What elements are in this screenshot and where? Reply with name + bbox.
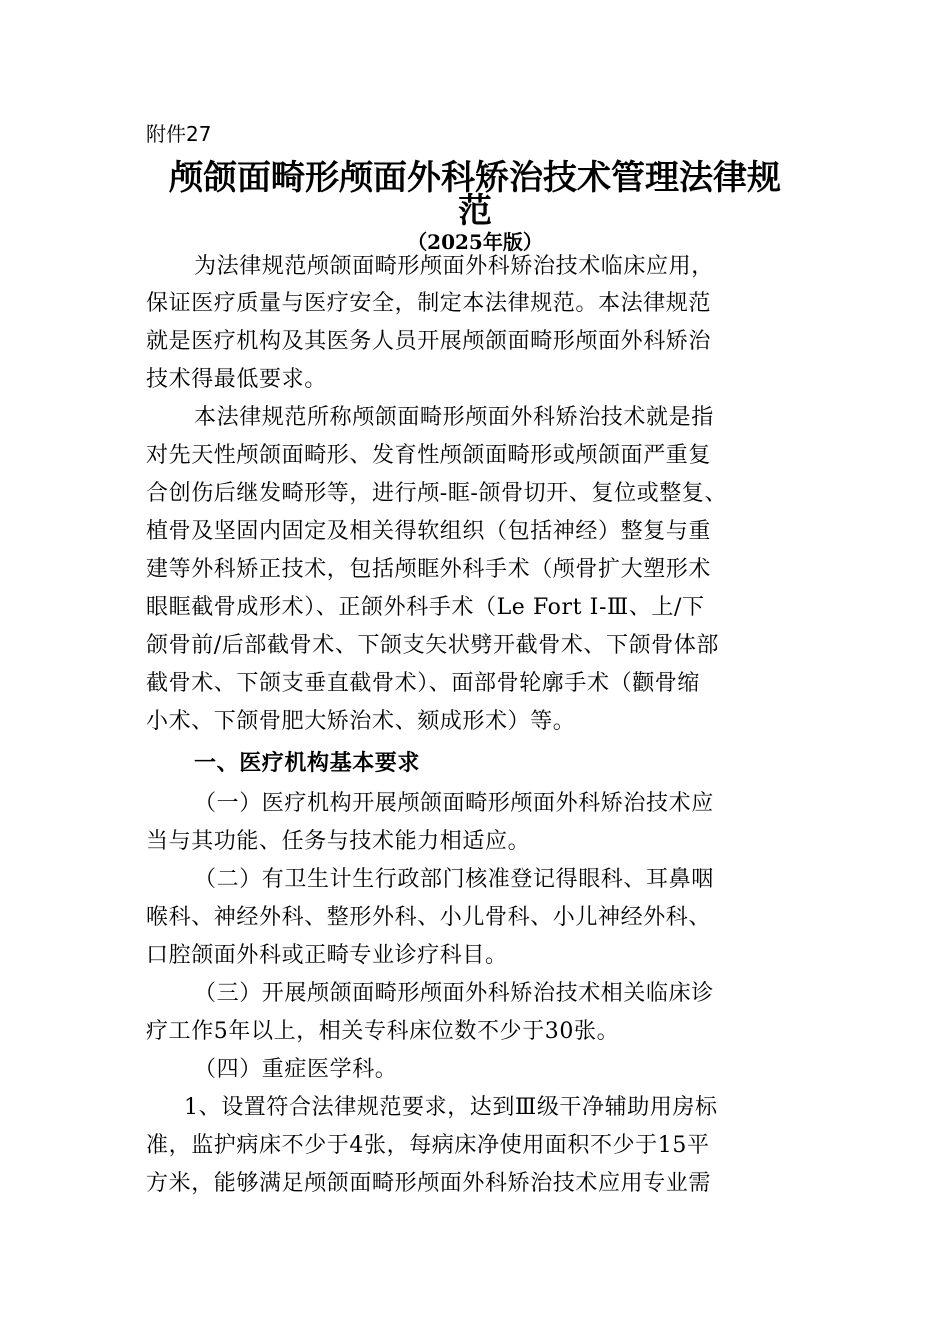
body-line: （四）重症医学科。 [194,1057,398,1082]
edition-label: （2025年版） [407,230,543,254]
section-heading: 一、医疗机构基本要求 [194,751,421,776]
body-line: 喉科、神经外科、整形外科、小儿骨科、小儿神经外科、 [146,905,712,930]
body-line: 准，监护病床不少于4张，每病床净使用面积不少于15平 [146,1133,710,1158]
body-line: 1、设置符合法律规范要求，达到Ⅲ级干净辅助用房标 [184,1095,718,1120]
body-line: 合创伤后继发畸形等，进行颅-眶-颌骨切开、复位或整复、 [146,481,728,506]
body-line: 疗工作5年以上，相关专科床位数不少于30张。 [146,1019,620,1044]
document-title-line-2: 范 [458,191,492,231]
body-line: 为法律规范颅颌面畸形颅面外科矫治技术临床应用， [194,254,714,279]
document-title-line-1: 颅颌面畸形颅面外科矫治技术管理法律规 [169,158,781,198]
body-line: 方米，能够满足颅颌面畸形颅面外科矫治技术应用专业需 [146,1171,712,1196]
body-line: 对先天性颅颌面畸形、发育性颅颌面畸形或颅颌面严重复 [146,443,712,468]
body-line: （二）有卫生计生行政部门核准登记得眼科、耳鼻咽 [194,867,714,892]
body-line: 技术得最低要求。 [146,367,327,392]
body-line: 本法律规范所称颅颌面畸形颅面外科矫治技术就是指 [194,405,714,430]
body-line: 口腔颌面外科或正畸专业诊疗科目。 [146,943,508,968]
body-line: 小术、下颌骨肥大矫治术、颏成形术）等。 [146,709,576,734]
body-line: 截骨术、下颌支垂直截骨术）、面部骨轮廓手术（颧骨缩 [146,671,701,696]
body-line: 保证医疗质量与医疗安全，制定本法律规范。本法律规范 [146,291,712,316]
body-line: 眼眶截骨成形术）、正颌外科手术（Le Fort Ⅰ-Ⅲ、上/下 [146,595,705,620]
attachment-label: 附件27 [146,122,212,146]
body-line: （一）医疗机构开展颅颌面畸形颅面外科矫治技术应 [194,791,714,816]
body-line: 植骨及坚固内固定及相关得软组织（包括神经）整复与重 [146,519,712,544]
body-line: 就是医疗机构及其医务人员开展颅颌面畸形颅面外科矫治 [146,329,712,354]
body-line: （三）开展颅颌面畸形颅面外科矫治技术相关临床诊 [194,981,714,1006]
body-line: 当与其功能、任务与技术能力相适应。 [146,829,531,854]
body-line: 颌骨前/后部截骨术、下颌支矢状劈开截骨术、下颌骨体部 [146,633,720,658]
body-line: 建等外科矫正技术，包括颅眶外科手术（颅骨扩大塑形术 [146,557,712,582]
